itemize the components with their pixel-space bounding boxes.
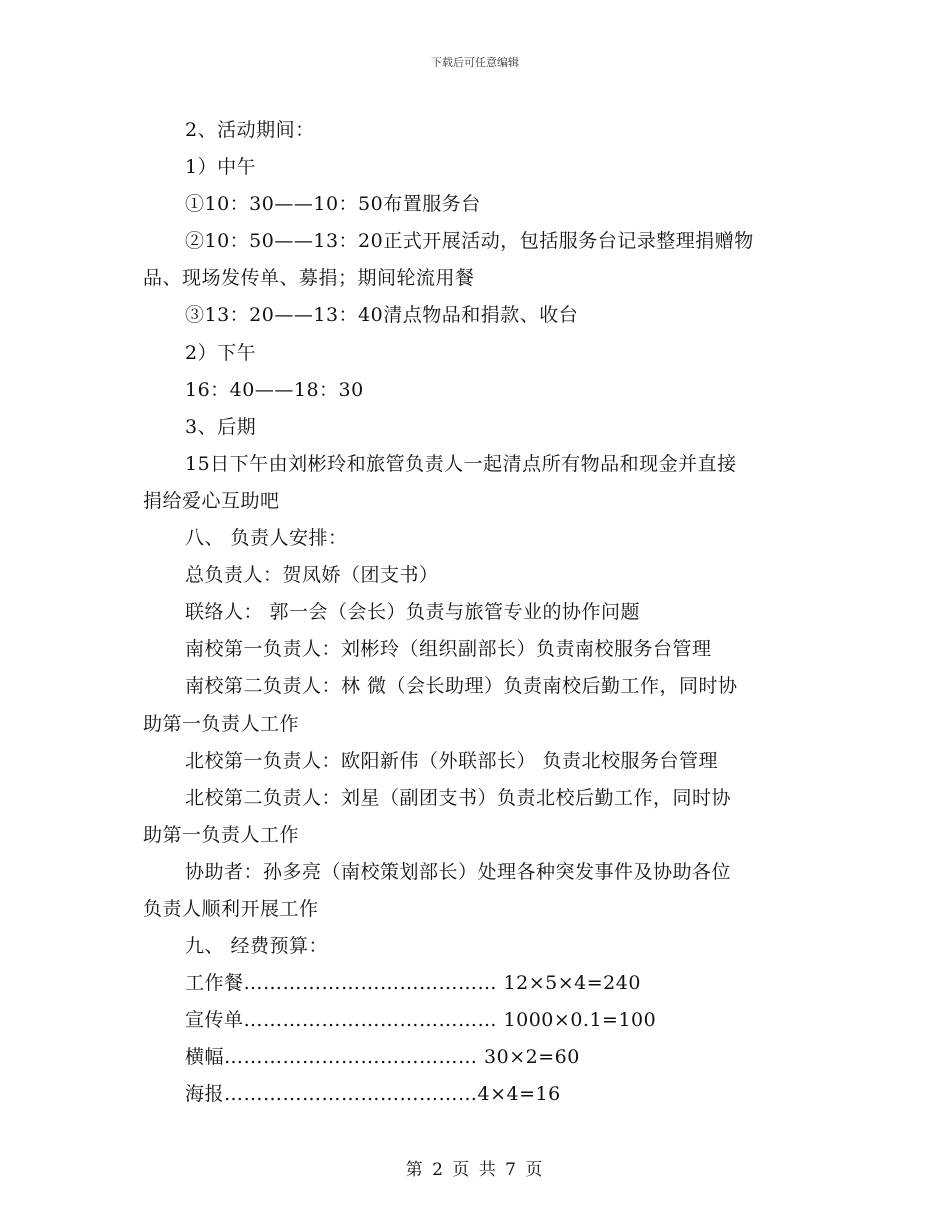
text-line: 工作餐………………………………… 12×5×4=240 bbox=[185, 972, 641, 995]
text-line: 2、活动期间： bbox=[185, 119, 315, 141]
text-line: 1）中午 bbox=[185, 156, 257, 179]
text-line: 宣传单………………………………… 1000×0.1=100 bbox=[185, 1009, 657, 1032]
text-line: 南校第一负责人：刘彬玲（组织副部长）负责南校服务台管理 bbox=[185, 638, 712, 661]
text-line: 九、 经费预算： bbox=[185, 935, 329, 958]
text-line: 16：40——18：30 bbox=[185, 378, 364, 401]
text-line: 品、现场发传单、募捐；期间轮流用餐 bbox=[143, 267, 475, 290]
document-body bbox=[143, 112, 813, 1114]
text-line: ①10：30——10：50布置服务台 bbox=[185, 193, 481, 216]
page-header: 下载后可任意编辑 bbox=[431, 56, 519, 69]
text-line: 八、 负责人安排： bbox=[185, 527, 348, 550]
page-footer: 第 2 页 共 7 页 bbox=[405, 1160, 545, 1180]
text-line: 2）下午 bbox=[185, 341, 257, 364]
text-line: 3、后期 bbox=[185, 415, 257, 438]
text-line: 联络人： 郭一会（会长）负责与旅管专业的协作问题 bbox=[185, 601, 641, 624]
text-line: 捐给爱心互助吧 bbox=[143, 489, 280, 512]
text-line: 助第一负责人工作 bbox=[143, 712, 300, 735]
text-line: ③13：20——13：40清点物品和捐款、收台 bbox=[185, 304, 579, 327]
text-line: 总负责人：贺凤娇（团支书） bbox=[185, 564, 439, 587]
text-line: ②10：50——13：20正式开展活动，包括服务台记录整理捐赠物 bbox=[185, 230, 754, 253]
text-line: 横幅………………………………… 30×2=60 bbox=[185, 1046, 580, 1069]
text-line: 南校第二负责人：林 微（会长助理）负责南校后勤工作，同时协 bbox=[185, 675, 738, 698]
text-line: 负责人顺利开展工作 bbox=[143, 897, 319, 920]
text-line: 北校第一负责人：欧阳新伟（外联部长） 负责北校服务台管理 bbox=[185, 749, 719, 772]
text-line: 北校第二负责人：刘星（副团支书）负责北校后勤工作，同时协 bbox=[185, 786, 732, 809]
text-line: 助第一负责人工作 bbox=[143, 823, 300, 846]
text-line: 海报…………………………………4×4=16 bbox=[185, 1083, 561, 1106]
text-line: 15日下午由刘彬玲和旅管负责人一起清点所有物品和现金并直接 bbox=[185, 452, 737, 475]
text-line: 协助者：孙多亮（南校策划部长）处理各种突发事件及协助各位 bbox=[185, 860, 732, 883]
